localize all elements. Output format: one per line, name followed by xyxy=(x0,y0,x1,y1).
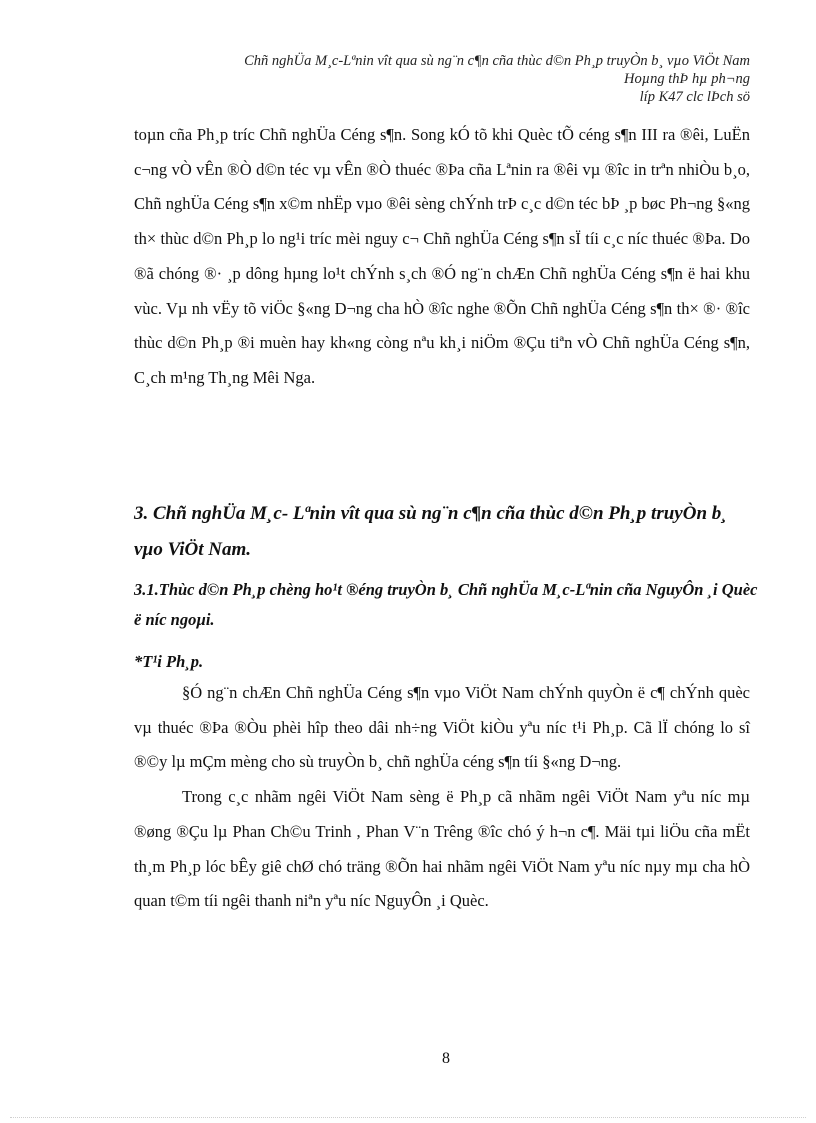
running-header xyxy=(244,52,750,106)
section-paragraph-2: Trong c¸c nhãm ngêi ViÖt Nam sèng ë Ph¸p cã nhãm ngêi ViÖt Nam yªu níc mµ ®øng ®Çu lµ Phan Ch©u Trinh , Phan V¨n Trêng ®îc chó ý h¬n c¶. Mäi tµi liÖu cña mËt th¸m Ph¸p lóc bÊy giê chØ chó träng ®Õn hai nhãm ngêi ViÖt Nam yªu níc nµy mµ cha hÒ quan t©m tíi ngêi thanh niªn yªu níc NguyÔn ¸i Quèc. xyxy=(134,787,750,911)
header-title: Chñ nghÜa M¸c-Lªnin vît qua sù ng¨n c¶n cña thùc d©n Ph¸p truyÒn b¸ vµo ViÖt Nam xyxy=(244,53,750,69)
page-bottom-divider xyxy=(10,1117,806,1118)
sub-subsection-heading: *T¹i Ph¸p. xyxy=(134,652,204,671)
intro-text xyxy=(134,118,750,396)
section-paragraph-1: §Ó ng¨n chÆn Chñ nghÜa Céng s¶n vµo ViÖt Nam chÝnh quyÒn ë c¶ chÝnh quèc vµ thuéc ®Þa ®Òu phèi hîp theo dâi nh÷ng ViÖt kiÒu yªu níc t¹i Ph¸p. Cã lÏ chóng lo sî ®©y lµ mÇm mèng cho sù truyÒn b¸ chñ nghÜa céng s¶n tíi §«ng D¬ng. xyxy=(134,683,750,772)
section-text xyxy=(134,676,750,919)
page-number: 8 xyxy=(442,1050,450,1067)
header-class: líp K47 clc lÞch sö xyxy=(639,89,750,105)
subsection-heading: 3.1.Thùc d©n Ph¸p chèng ho¹t ®éng truyÒn b¸ Chñ nghÜa M¸c-Lªnin cña NguyÔn ¸i Quèc ë níc ngoµi. xyxy=(134,580,758,629)
intro-paragraph: toµn cña Ph¸p tríc Chñ nghÜa Céng s¶n. Song kÓ tõ khi Quèc tÕ céng s¶n III ra ®êi, LuËn c¬ng vÒ vÊn ®Ò d©n téc vµ vÊn ®Ò thuéc ®Þa cña Lªnin ra ®êi vµ ®îc in trªn nhiÒu b¸o, Chñ nghÜa Céng s¶n x©m nhËp vµo ®êi sèng chÝnh trÞ c¸c d©n téc bÞ ¸p bøc Ph¬ng §«ng th× thùc d©n Ph¸p lo ng¹i tríc mèi nguy c¬ Chñ nghÜa Céng s¶n sÏ tíi c¸c níc thuéc ®Þa. Do ®ã chóng ®· ¸p dông hµng lo¹t chÝnh s¸ch ®Ó ng¨n chÆn Chñ nghÜa Céng s¶n ë hai khu vùc. Vµ nh vËy tõ viÖc §«ng D¬ng cha hÒ ®îc nghe ®Õn Chñ nghÜa Céng s¶n th× ®· ®îc thùc d©n Ph¸p ®i muèn hay kh«ng còng nªu kh¸i niÖm ®Çu tiªn vÒ Chñ nghÜa Céng s¶n, C¸ch m¹ng Th¸ng Mêi Nga. xyxy=(134,125,750,387)
header-author: Hoµng thÞ hµ ph¬ng xyxy=(624,71,750,87)
section-heading: 3. Chñ nghÜa M¸c- Lªnin vît qua sù ng¨n c¶n cña thùc d©n Ph¸p truyÒn b¸ vµo ViÖt Nam. xyxy=(134,503,728,560)
